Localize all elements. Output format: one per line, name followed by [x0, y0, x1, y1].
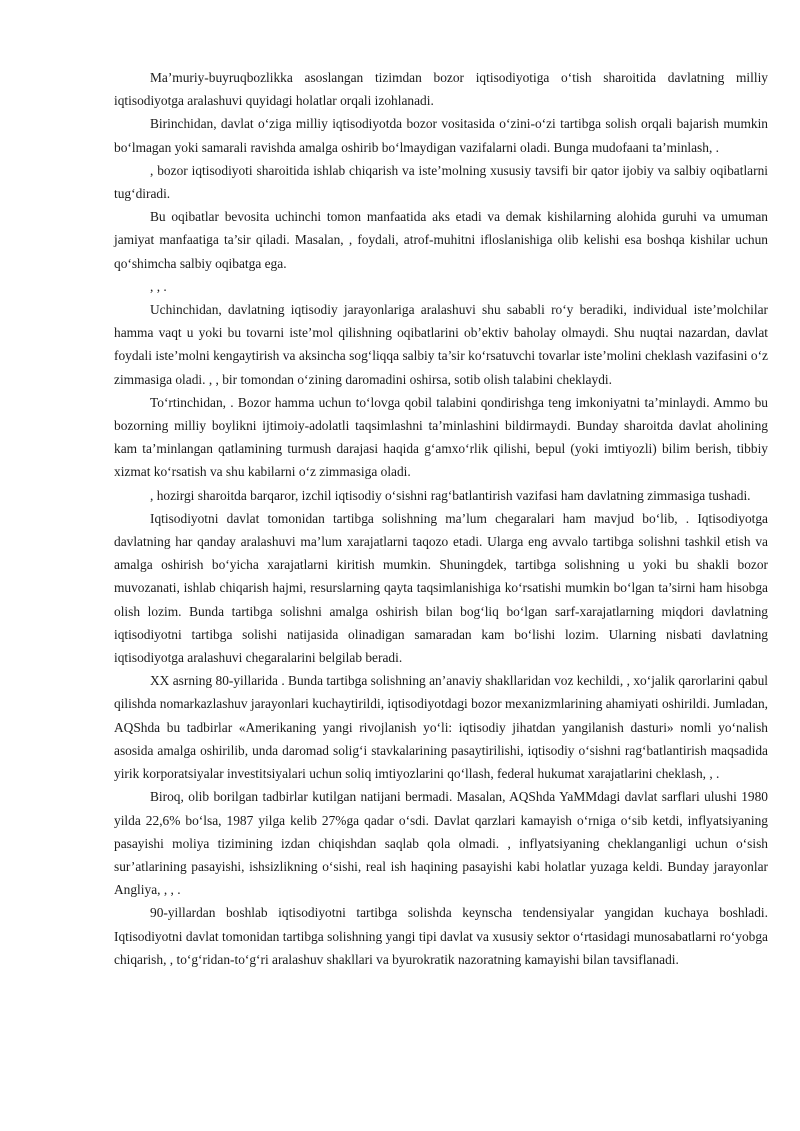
paragraph-10: XX asrning 80-yillarida . Bunda tartibga solishning an’anaviy shakllaridan voz kechildi, , xo‘jalik qarorlarini qabul qilishda nomarkazlashuv jarayonlari kuchaytirildi, iqtisodiyotdagi bozor mexanizmlarining ahamiyati oshirildi. Jumladan, AQShda bu tadbirlar «Amerikaning yangi rivojlanish yo‘li: iqtisodiy jihatdan yangilanish dasturi» nomli yo‘nalish asosida amalga oshirilib, unda daromad solig‘i stavkalarining pasaytirilishi, iqtisodiy o‘sishni rag‘batlantirish maqsadida yirik korporatsiyalar investitsiyalari uchun soliq imtiyozlarini qo‘llash, federal hukumat xarajatlarini cheklash, , .	[114, 673, 768, 782]
paragraph-8: , hozirgi sharoitda barqaror, izchil iqtisodiy o‘sishni rag‘batlantirish vazifasi ham davlatning zimmasiga tushadi.	[150, 487, 751, 503]
document-body	[114, 66, 768, 971]
paragraph-5: , , .	[150, 278, 167, 294]
paragraph-11: Biroq, olib borilgan tadbirlar kutilgan natijani bermadi. Masalan, AQShda YaMMdagi davlat sarflari ulushi 1980 yilda 22,6% bo‘lsa, 1987 yilga kelib 27%ga qadar o‘sdi. Davlat qarzlari kamayish o‘rniga o‘sib ketdi, inflyatsiyaning pasayishi moliya tizimining izdan chiqishdan saqlab qola olmadi. , inflyatsiyaning cheklanganligi uchun o‘sish sur’atlarining pasayishi, ishsizlikning o‘sishi, real ish haqining pasayishi kabi holatlar yuzaga keldi. Bunday jarayonlar Angliya, , , .	[114, 789, 768, 898]
paragraph-9: Iqtisodiyotni davlat tomonidan tartibga solishning ma’lum chegaralari ham mavjud bo‘lib, . Iqtisodiyotga davlatning har qanday aralashuvi ma’lum xarajatlarni taqozo etadi. Ularga eng avvalo tartibga solishni tashkil etish va amalga oshirish bo‘yicha xarajatlarni kiritish mumkin. Shuningdek, tartibga solishning u yoki bu shakli bozor muvozanati, ishlab chiqarish hajmi, resurslarning qayta taqsimlanishiga ko‘rsatishi mumkin bo‘lgan ta’sirni ham hisobga olish lozim. Bunda tartibga solishni amalga oshirish bilan bog‘liq bo‘lgan sarf-xarajatlarning miqdori davlatning iqtisodiyotni tartibga solishi natijasida olinadigan samaradan kam bo‘lishi lozim. Ularning nisbati davlatning iqtisodiyotga aralashuvi chegaralarini belgilab beradi.	[114, 510, 768, 666]
paragraph-3: , bozor iqtisodiyoti sharoitida ishlab chiqarish va iste’molning xususiy tavsifi bir qator ijobiy va salbiy oqibatlarni tug‘diradi.	[114, 162, 768, 202]
paragraph-6: Uchinchidan, davlatning iqtisodiy jarayonlariga aralashuvi shu sababli ro‘y beradiki, individual iste’molchilar hamma vaqt u yoki bu tovarni iste’mol qilishning oqibatlarini ob’ektiv baholay olmaydi. Shu nuqtai nazardan, davlat foydali iste’molni kengaytirish va aksincha sog‘liqqa salbiy ta’sir ko‘rsatuvchi tovarlar iste’molini cheklash vazifasini o‘z zimmasiga oladi. , , bir tomondan o‘zining daromadini oshirsa, sotib olish talabini cheklaydi.	[114, 302, 768, 387]
paragraph-4: Bu oqibatlar bevosita uchinchi tomon manfaatida aks etadi va demak kishilarning alohida guruhi va umuman jamiyat manfaatiga ta’sir qiladi. Masalan, , foydali, atrof-muhitni ifloslanishiga olib kelishi esa boshqa kishilar uchun qo‘shimcha salbiy oqibatga ega.	[114, 209, 768, 271]
paragraph-2: Birinchidan, davlat o‘ziga milliy iqtisodiyotda bozor vositasida o‘zini-o‘zi tartibga solish orqali bajarish mumkin bo‘lmagan yoki samarali ravishda amalga oshirib bo‘lmaydigan vazifalarni oladi. Bunga mudofaani ta’minlash, .	[114, 116, 768, 155]
paragraph-12: 90-yillardan boshlab iqtisodiyotni tartibga solishda keynscha tendensiyalar yangidan kuchaya boshladi. Iqtisodiyotni davlat tomonidan tartibga solishning yangi tipi davlat va xususiy sektor o‘rtasidagi munosabatlarni ro‘yobga chiqarish, , to‘g‘ridan-to‘g‘ri aralashuv shakllari va byurokratik nazoratning kamayishi bilan tavsiflanadi.	[114, 905, 768, 967]
paragraph-7: To‘rtinchidan, . Bozor hamma uchun to‘lovga qobil talabini qondirishga teng imkoniyatni ta’minlaydi. Ammo bu bozorning milliy boylikni ijtimoiy-adolatli taqsimlashni ta’minlashini bildirmaydi. Bunday sharoitda davlat aholining kam ta’minlangan qatlamining turmush darajasi haqida g‘amxo‘rlik qilishi, bepul (yoki imtiyozli) bilim berish, tibbiy xizmat ko‘rsatish va shu kabilarni o‘z zimmasiga oladi.	[114, 394, 768, 480]
paragraph-1: Ma’muriy-buyruqbozlikka asoslangan tizimdan bozor iqtisodiyotiga o‘tish sharoitida davlatning milliy iqtisodiyotga aralashuvi quyidagi holatlar orqali izohlanadi.	[114, 70, 768, 109]
